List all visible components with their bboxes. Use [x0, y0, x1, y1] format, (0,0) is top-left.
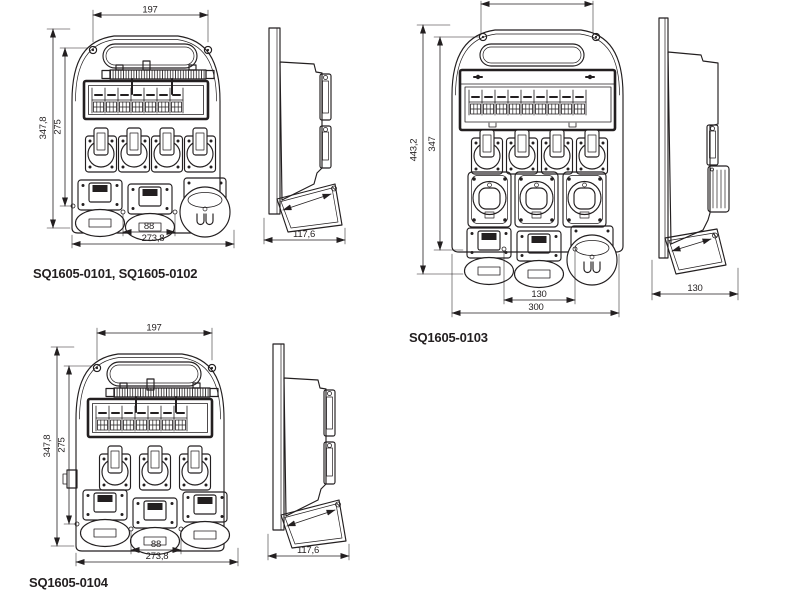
dim-left-inner-label: 275	[52, 119, 64, 135]
side-view-sq1605-0101	[256, 16, 356, 251]
circuit-breaker-panel	[88, 399, 212, 437]
breaker-module	[534, 90, 546, 115]
cee-outlet-lidded	[515, 231, 564, 288]
dimension-depth	[264, 218, 345, 244]
part-number-label: SQ1605-0103	[409, 330, 488, 345]
breaker-module	[547, 90, 559, 115]
breaker-module	[495, 90, 507, 115]
side-profile	[659, 18, 729, 274]
breaker-module	[122, 406, 134, 431]
schuko-socket	[185, 128, 216, 172]
side-profile	[273, 344, 346, 548]
side-view-sq1605-0104	[260, 332, 360, 567]
dim-left-outer-label: 347,8	[38, 116, 49, 140]
circuit-breaker-panel	[460, 70, 615, 130]
cee-socket-large	[515, 172, 558, 227]
schuko-socket	[86, 128, 117, 172]
breaker-module	[161, 406, 173, 431]
schuko-socket	[542, 130, 573, 174]
cee-outlet-lidded	[465, 228, 514, 285]
breaker-module	[157, 88, 169, 113]
dim-top-label: 197	[146, 322, 162, 334]
front-view-sq1605-0103	[403, 0, 653, 335]
part-number-label: SQ1605-0104	[29, 575, 108, 590]
dim-bottom-outer-label: 273,8	[141, 233, 165, 244]
cee-socket-large	[563, 172, 606, 227]
schuko-socket	[507, 130, 538, 174]
dim-top-label: 197	[142, 4, 158, 16]
dim-bottom-inner-label: 88	[150, 539, 162, 550]
breaker-module	[92, 88, 104, 113]
dim-left-outer-label: 443,2	[408, 138, 420, 162]
terminal-strip	[102, 61, 214, 94]
mounting-screw	[479, 33, 486, 40]
dimension-depth	[652, 260, 738, 300]
dimension-left-inner	[53, 48, 89, 208]
cee-socket-large	[468, 172, 511, 227]
breaker-module	[560, 90, 572, 115]
dim-depth-label: 117,6	[292, 229, 316, 240]
side-connector	[63, 470, 77, 488]
schuko-socket	[119, 128, 150, 172]
dim-depth-label: 117,6	[296, 545, 320, 556]
dim-depth-label: 130	[687, 283, 703, 294]
mounting-screw	[93, 364, 100, 371]
dimension-depth	[268, 534, 349, 560]
dim-bottom-outer-label: 300	[528, 302, 544, 313]
breaker-module	[144, 88, 156, 113]
dim-bottom-inner-label: 130	[531, 289, 547, 300]
cee-socket-side	[708, 166, 729, 212]
front-view-sq1605-0101	[26, 4, 246, 256]
terminal-strip	[106, 379, 218, 412]
breaker-module	[105, 88, 117, 113]
cee-outlet-lidded	[181, 492, 230, 549]
side-profile	[269, 28, 342, 232]
dimension-top	[481, 1, 593, 33]
front-view-sq1605-0104	[30, 322, 250, 574]
breaker-module	[573, 90, 585, 115]
dim-left-inner-label: 275	[56, 437, 68, 453]
breaker-module	[521, 90, 533, 115]
dimension-left-inner	[57, 366, 93, 526]
breaker-module	[508, 90, 520, 115]
breaker-module	[96, 406, 108, 431]
cee-inlet-round	[180, 178, 230, 237]
dim-left-outer-label: 347,8	[42, 434, 53, 458]
schuko-socket	[472, 130, 503, 174]
dim-bottom-outer-label: 273,8	[145, 551, 169, 562]
breaker-module	[148, 406, 160, 431]
schuko-socket	[140, 446, 171, 490]
schuko-socket	[577, 130, 608, 174]
mounting-screw	[89, 46, 96, 53]
breaker-module	[482, 90, 494, 115]
part-number-label: SQ1605-0101, SQ1605-0102	[33, 266, 198, 281]
side-view-sq1605-0103	[645, 8, 750, 308]
schuko-socket	[152, 128, 183, 172]
schuko-socket	[100, 446, 131, 490]
breaker-module	[469, 90, 481, 115]
dim-bottom-inner-label: 88	[143, 221, 155, 232]
cee-outlet-lidded	[76, 180, 125, 237]
circuit-breaker-panel	[84, 81, 208, 119]
schuko-socket	[180, 446, 211, 490]
breaker-module	[109, 406, 121, 431]
dim-left-inner-label: 347	[427, 136, 438, 152]
cee-outlet-lidded	[81, 490, 130, 547]
breaker-module	[118, 88, 130, 113]
cee-inlet-round	[567, 226, 617, 285]
